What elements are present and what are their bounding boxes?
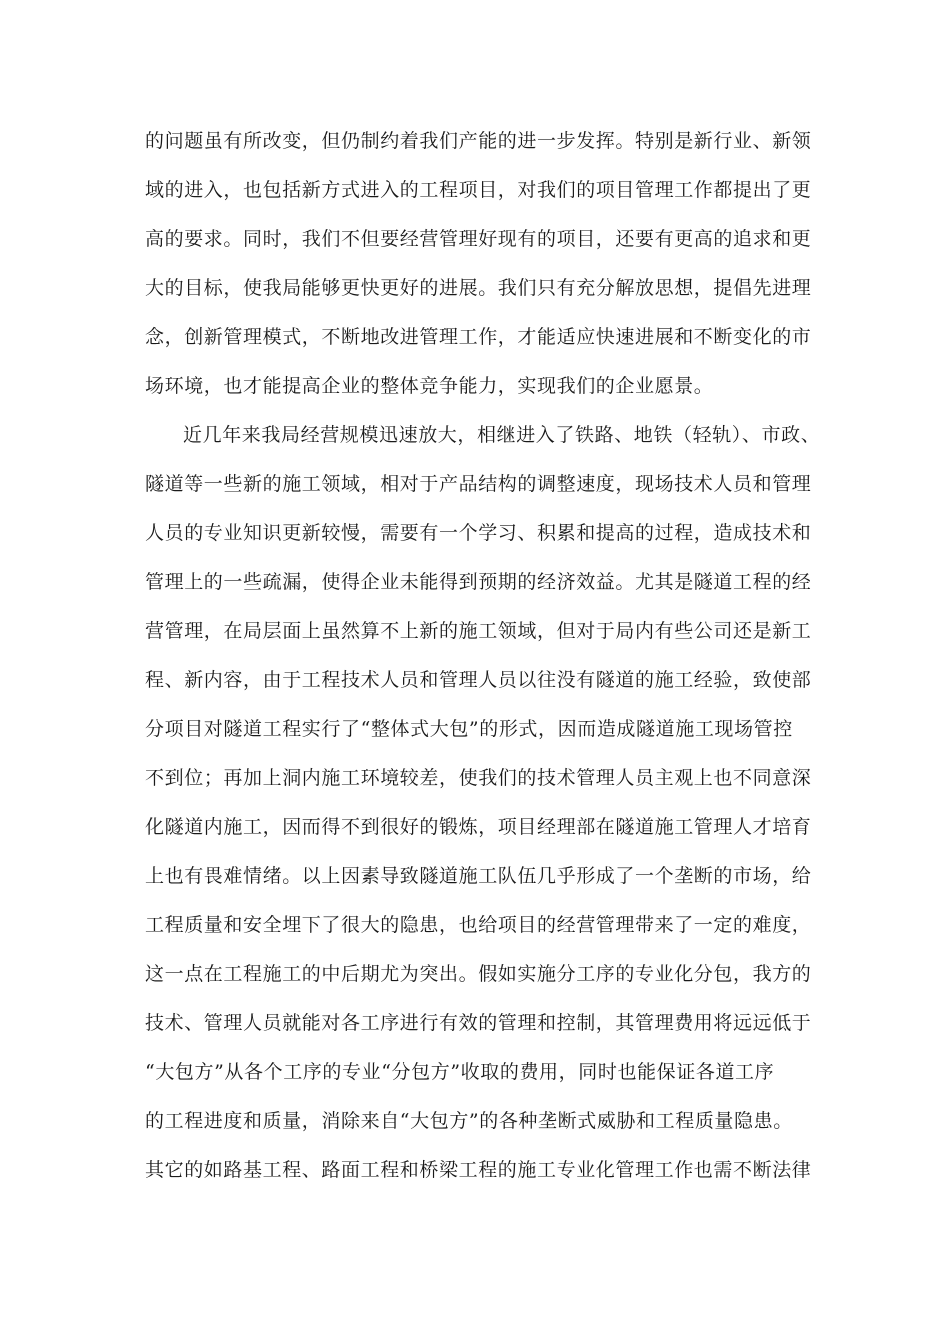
text-line: 其它的如路基工程、路面工程和桥梁工程的施工专业化管理工作也需不断法律 [145,1159,812,1181]
text-line: 场环境，也才能提高企业的整体竞争能力，实现我们的企业愿景。 [145,375,714,397]
text-line: 大的目标，使我局能够更快更好的进展。我们只有充分解放思想，提倡先进理 [145,277,812,299]
text-line: 化隧道内施工，因而得不到很好的锻炼，项目经理部在隧道施工管理人才培育 [145,816,812,838]
text-line: 隧道等一些新的施工领域，相对于产品结构的调整速度，现场技术人员和管理 [145,473,812,495]
text-line: 念，创新管理模式，不断地改进管理工作，才能适应快速进展和不断变化的市 [145,326,812,348]
text-line: 高的要求。同时，我们不但要经营管理好现有的项目，还要有更高的追求和更 [145,228,812,250]
text-line: 营管理，在局层面上虽然算不上新的施工领域，但对于局内有些公司还是新工 [145,620,812,642]
text-line: 上也有畏难情绪。以上因素导致隧道施工队伍几乎形成了一个垄断的市场，给 [145,865,812,887]
text-line: 管理上的一些疏漏，使得企业未能得到预期的经济效益。尤其是隧道工程的经 [145,571,812,593]
text-line: 的问题虽有所改变，但仍制约着我们产能的进一步发挥。特别是新行业、新领 [145,130,812,152]
text-line: 域的进入，也包括新方式进入的工程项目，对我们的项目管理工作都提出了更 [145,179,812,201]
text-line: 这一点在工程施工的中后期尤为突出。假如实施分工序的专业化分包，我方的 [145,963,812,985]
text-line: 程、新内容，由于工程技术人员和管理人员以往没有隧道的施工经验，致使部 [145,669,812,691]
text-line: 的工程进度和质量，消除来自“大包方”的各种垄断式威胁和工程质量隐患。 [145,1110,793,1132]
body-text [145,117,821,1195]
text-line: 人员的专业知识更新较慢，需要有一个学习、积累和提高的过程，造成技术和 [145,522,812,544]
text-line: 不到位；再加上洞内施工环境较差，使我们的技术管理人员主观上也不同意深 [145,767,812,789]
text-line: “大包方”从各个工序的专业“分包方”收取的费用，同时也能保证各道工序 [145,1061,775,1083]
paragraph-first-line: 近几年来我局经营规模迅速放大，相继进入了铁路、地铁（轻轨）、市政、 [183,424,821,446]
text-line: 工程质量和安全埋下了很大的隐患，也给项目的经营管理带来了一定的难度， [145,914,812,936]
text-line: 技术、管理人员就能对各工序进行有效的管理和控制，其管理费用将远远低于 [145,1012,812,1034]
text-line: 分项目对隧道工程实行了“整体式大包”的形式，因而造成隧道施工现场管控 [145,718,793,740]
